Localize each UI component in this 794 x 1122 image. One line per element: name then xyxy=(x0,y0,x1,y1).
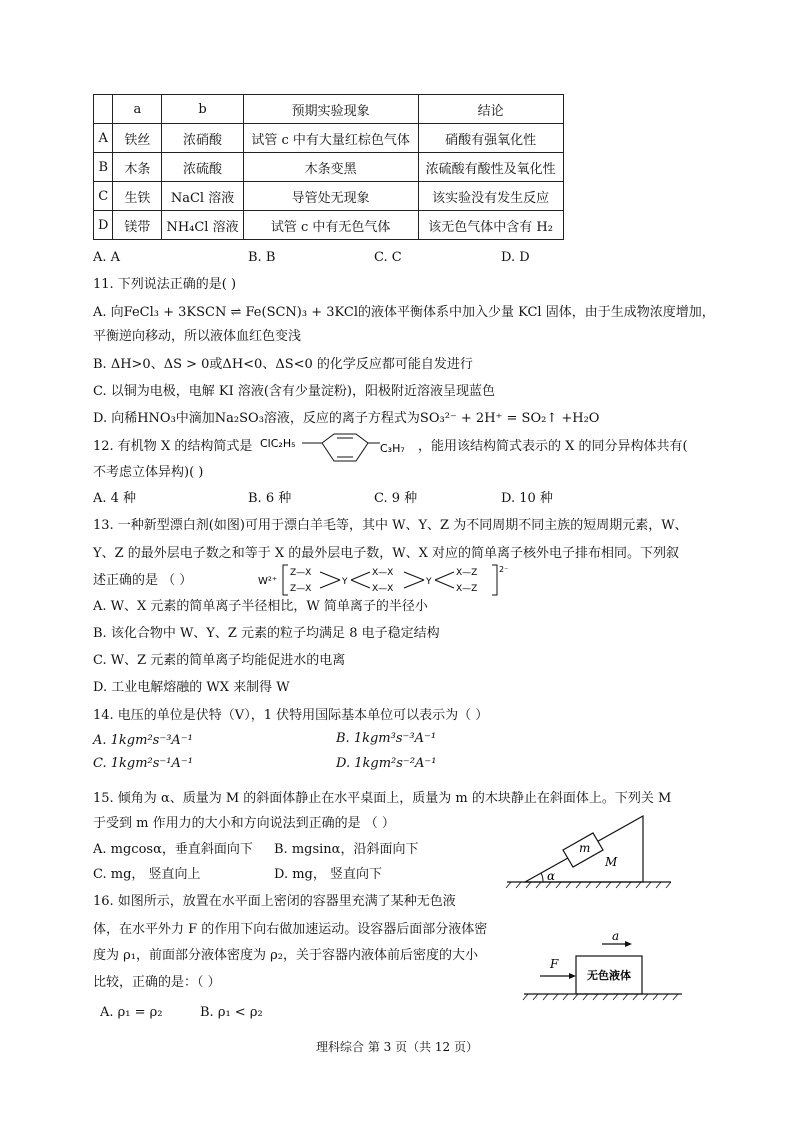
q12-group-right: C₃H₇ xyxy=(380,442,405,455)
q16-label-F: F xyxy=(550,957,559,971)
q16-box-label: 无色液体 xyxy=(587,969,631,982)
q15-label-m: m xyxy=(579,841,591,855)
table-row xyxy=(94,153,564,182)
q13-option-d: D. 工业电解熔融的 WX 来制得 W xyxy=(93,680,290,695)
table-cell: D xyxy=(94,211,113,240)
q13-y-left: Y xyxy=(342,577,348,587)
table-header-cell xyxy=(94,95,113,124)
q13-option-a: A. W、X 元素的简单离子半径相比，W 简单离子的半径小 xyxy=(93,599,428,614)
q13-option-b: B. 该化合物中 W、Y、Z 元素的粒子均满足 8 电子稳定结构 xyxy=(93,626,440,641)
q13-stem-line3: 述正确的是 （ ） xyxy=(93,573,193,588)
q12-option-d: D. 10 种 xyxy=(501,491,553,506)
q15-option-b: B. mgsinα，沿斜面向下 xyxy=(274,842,419,857)
table-cell: 该实验没有发生反应 xyxy=(418,182,563,211)
q10-option-d: D. D xyxy=(501,250,530,265)
bracket-left-icon xyxy=(283,565,288,595)
q16-option-a: A. ρ₁ = ρ₂ xyxy=(100,1005,163,1020)
q13-mid-bottom: X—X xyxy=(372,584,394,594)
q11-stem: 11. 下列说法正确的是( ) xyxy=(93,277,237,292)
table-row xyxy=(94,211,564,240)
q12-structure-figure xyxy=(258,430,416,468)
q10-option-a: A. A xyxy=(93,250,121,265)
q13-formula-figure xyxy=(258,562,528,598)
q15-option-c: C. mg， 竖直向上 xyxy=(93,867,201,882)
bracket-right-icon xyxy=(492,565,497,595)
table-header-cell: 预期实验现象 xyxy=(243,95,418,124)
q12-option-b: B. 6 种 xyxy=(248,491,292,506)
table-cell: B xyxy=(94,153,113,182)
q11-option-b: B. ΔH>0、ΔS > 0或ΔH<0、ΔS<0 的化学反应都可能自发进行 xyxy=(93,357,473,372)
table-cell: NH₄Cl 溶液 xyxy=(162,211,243,240)
ground-hatch-icon xyxy=(523,994,678,1000)
q13-option-c: C. W、Z 元素的简单离子均能促进水的电离 xyxy=(93,653,346,668)
table-cell: 铁丝 xyxy=(113,124,162,153)
table-header-cell: 结论 xyxy=(418,95,563,124)
table-cell: 木条变黑 xyxy=(243,153,418,182)
table-cell: 试管 c 中有大量红棕色气体 xyxy=(243,124,418,153)
q12-stem-middle: ，能用该结构简式表示的 X 的同分异构体共有( xyxy=(418,439,688,454)
table-cell: 导管处无现象 xyxy=(243,182,418,211)
q13-stem-line1: 13. 一种新型漂白剂(如图)可用于漂白羊毛等，其中 W、Y、Z 为不同周期不同主族的短周期元素，W、 xyxy=(93,518,688,533)
q14-option-d: D. 1kgm²s⁻²A⁻¹ xyxy=(336,756,437,771)
q14-option-b: B. 1kgm³s⁻³A⁻¹ xyxy=(336,731,437,746)
q12-group-left: ClC₂H₅ xyxy=(260,437,296,450)
table-cell: NaCl 溶液 xyxy=(162,182,243,211)
q15-incline-figure xyxy=(505,810,675,890)
q15-stem-line2: 于受到 m 作用力的大小和方向说法到正确的是 （ ） xyxy=(93,816,395,831)
q10-option-c: C. C xyxy=(374,250,402,265)
q11-option-d: D. 向稀HNO₃中滴加Na₂SO₃溶液，反应的离子方程式为SO₃²⁻ + 2H⁺ = SO₂↑ +H₂O xyxy=(93,411,600,426)
q16-stem-line1: 16. 如图所示，放置在水平面上密闭的容器里充满了某种无色液 xyxy=(93,894,456,909)
q12-option-c: C. 9 种 xyxy=(374,491,418,506)
q16-label-a: a xyxy=(612,929,620,943)
q11-option-a: A. 向FeCl₃ + 3KSCN ⇌ Fe(SCN)₃ + 3KCl的液体平衡体系中加入少量 KCl 固体，由于生成物浓度增加， xyxy=(93,305,715,320)
table-cell: 木条 xyxy=(113,153,162,182)
q15-option-a: A. mgcosα，垂直斜面向下 xyxy=(93,842,253,857)
q13-right-bottom: X—Z xyxy=(456,584,478,594)
q15-stem-line1: 15. 倾角为 α、质量为 M 的斜面体静止在水平桌面上，质量为 m 的木块静止在斜面体上。下列关 M xyxy=(93,791,672,806)
q10-option-b: B. B xyxy=(248,250,276,265)
table-cell: 浓硫酸有酸性及氧化性 xyxy=(418,153,563,182)
q11-option-a-cont: 平衡逆向移动，所以液体血红色变浅 xyxy=(93,329,302,344)
q13-left-bottom: Z—X xyxy=(290,584,312,594)
q13-mid-top: X—X xyxy=(372,568,394,578)
q12-option-a: A. 4 种 xyxy=(93,491,137,506)
table-cell: 生铁 xyxy=(113,182,162,211)
q12-stem-start: 12. 有机物 X 的结构简式是 xyxy=(93,439,253,454)
q16-container-figure xyxy=(520,928,685,1002)
ground-hatch-icon xyxy=(506,882,671,888)
q15-label-M: M xyxy=(605,855,618,869)
experiment-table xyxy=(93,94,564,240)
q13-right-top: X—Z xyxy=(456,568,478,578)
table-row xyxy=(94,124,564,153)
q12-stem-end: 不考虑立体异构)( ) xyxy=(93,465,204,480)
q15-label-alpha: α xyxy=(547,869,556,883)
q14-stem: 14. 电压的单位是伏特（V），1 伏特用国际基本单位可以表示为（ ） xyxy=(93,708,489,723)
q16-stem-line3: 度为 ρ₁，前面部分液体密度为 ρ₂，关于容器内液体前后密度的大小 xyxy=(93,948,478,963)
page-footer: 理科综合 第 3 页（共 12 页） xyxy=(316,1040,478,1054)
q13-left-top: Z—X xyxy=(290,568,312,578)
table-cell: 镁带 xyxy=(113,211,162,240)
q13-y-right: Y xyxy=(426,577,432,587)
q15-option-d: D. mg， 竖直向下 xyxy=(274,867,383,882)
q16-stem-line4: 比较，正确的是：（ ） xyxy=(93,975,221,990)
q16-option-b: B. ρ₁ < ρ₂ xyxy=(200,1005,263,1020)
table-cell: A xyxy=(94,124,113,153)
table-header-row xyxy=(94,95,564,124)
table-header-cell: b xyxy=(162,95,243,124)
table-cell: 试管 c 中有无色气体 xyxy=(243,211,418,240)
q13-cation: W²⁺ xyxy=(258,576,278,587)
q14-option-a: A. 1kgm²s⁻³A⁻¹ xyxy=(93,733,193,748)
q11-option-c: C. 以铜为电极，电解 KI 溶液(含有少量淀粉)，阳极附近溶液呈现蓝色 xyxy=(93,384,496,399)
table-header-cell: a xyxy=(113,95,162,124)
table-cell: 浓硝酸 xyxy=(162,124,243,153)
q13-stem-line2: Y、Z 的最外层电子数之和等于 X 的最外层电子数，W、X 对应的简单离子核外电子排布相同。下列叙 xyxy=(93,546,680,561)
table-cell: 硝酸有强氧化性 xyxy=(418,124,563,153)
table-row xyxy=(94,182,564,211)
table-cell: 浓硫酸 xyxy=(162,153,243,182)
table-cell: 该无色气体中含有 H₂ xyxy=(418,211,563,240)
q16-stem-line2: 体，在水平外力 F 的作用下向右做加速运动。设容器后面部分液体密 xyxy=(93,922,488,937)
q14-option-c: C. 1kgm²s⁻¹A⁻¹ xyxy=(93,756,193,771)
q13-charge: 2⁻ xyxy=(499,565,509,574)
table-cell: C xyxy=(94,182,113,211)
